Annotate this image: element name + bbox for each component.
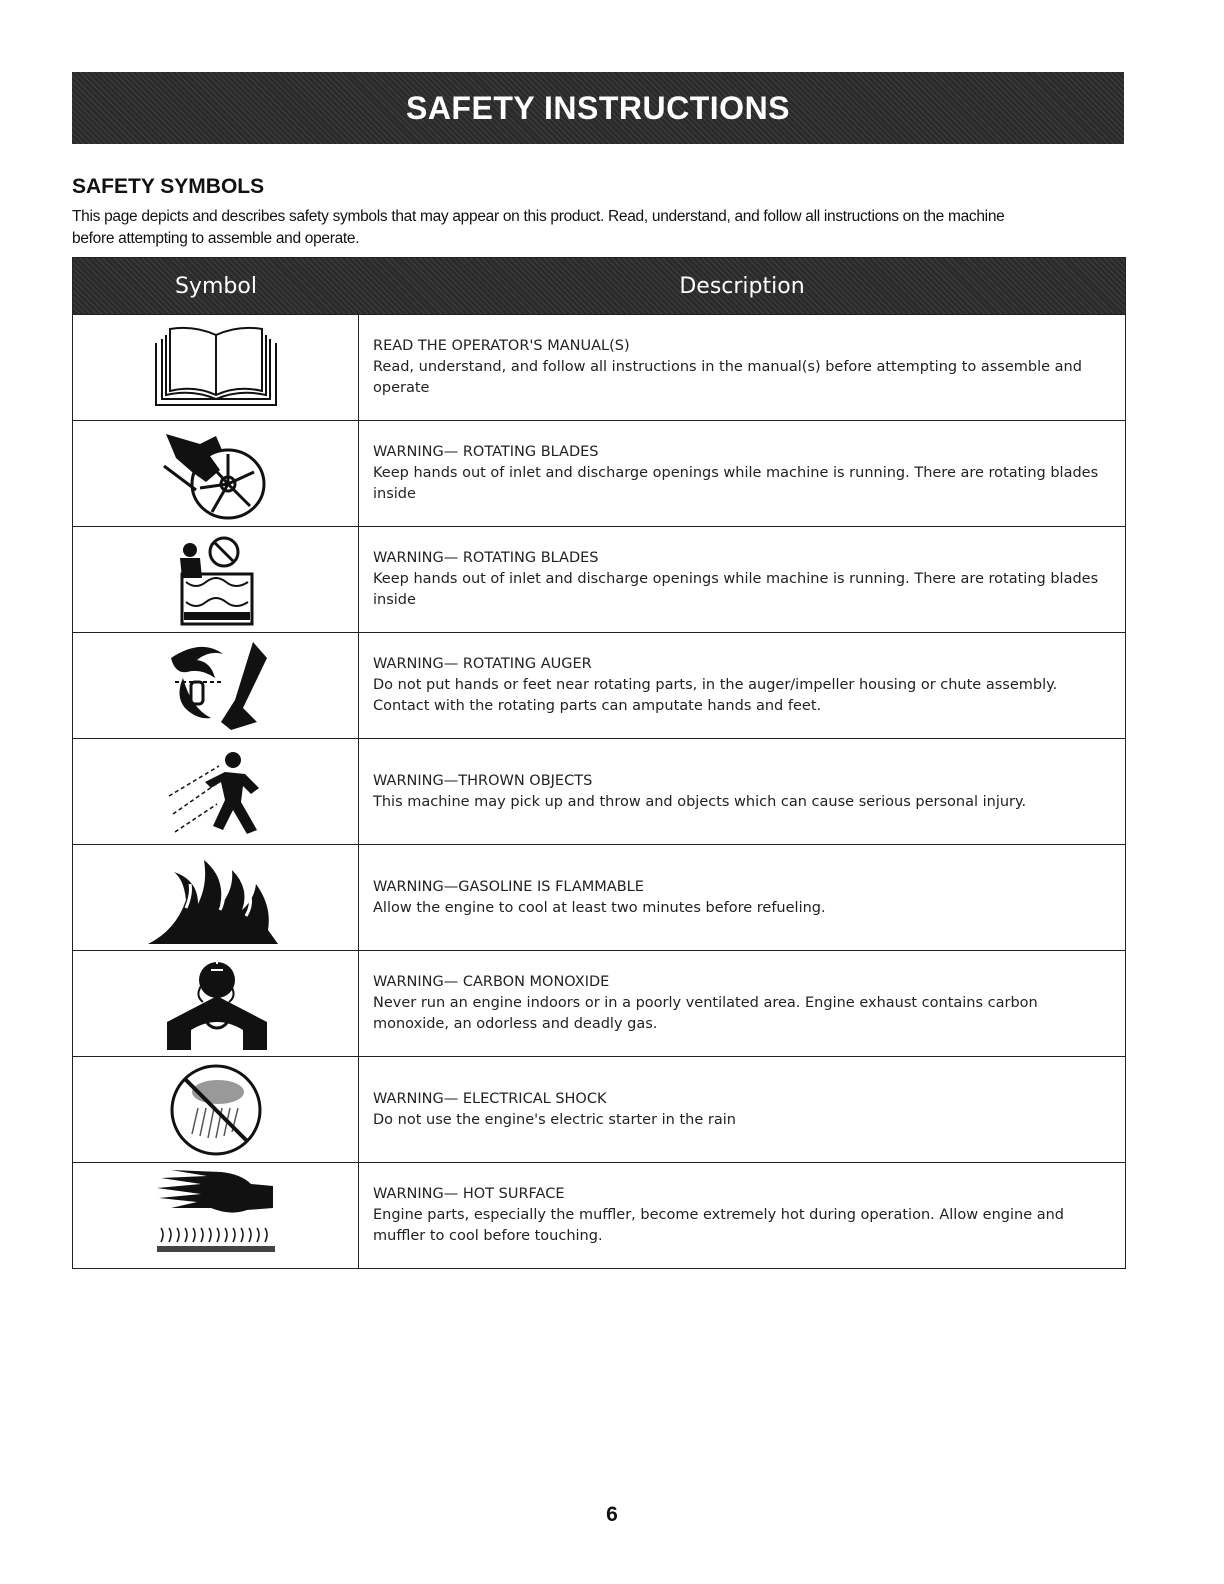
hand-in-rotating-blades-icon [156,426,276,522]
table-row [73,314,1125,420]
description-cell [359,951,1125,1056]
table-row [73,950,1125,1056]
description-cell [359,421,1125,526]
safety-symbols-table [72,257,1126,1269]
description-cell [359,739,1125,844]
warning-text: Do not put hands or feet near rotating parts, in the auger/impeller housing or chute assembly. Contact with the rotating parts can amputate hands and feet. [373,677,1058,714]
symbol-cell [73,1163,359,1268]
warning-title: WARNING— ROTATING BLADES [373,444,599,460]
warning-text: Do not use the engine's electric starter in the rain [373,1111,736,1128]
banner-title: SAFETY INSTRUCTIONS [405,89,791,126]
table-row [73,420,1125,526]
warning-title: WARNING—GASOLINE IS FLAMMABLE [373,878,644,895]
symbol-cell [73,739,359,844]
symbol-cell [73,421,359,526]
warning-text: This machine may pick up and throw and objects which can cause serious personal injury. [373,793,1027,810]
description-cell [359,315,1125,420]
intro-line-2: before attempting to assemble and operate. [72,230,360,247]
warning-title: WARNING— CARBON MONOXIDE [373,974,610,990]
table-row [73,632,1125,738]
warning-title: READ THE OPERATOR'S MANUAL(S) [373,338,630,354]
warning-text: Keep hands out of inlet and discharge openings while machine is running. There are rotating blades inside [373,465,1099,502]
intro-line-1: This page depicts and describes safety symbols that may appear on this product. Read, understand, and follow all instructions on the machine [72,208,1005,225]
warning-title: WARNING— ELECTRICAL SHOCK [373,1090,607,1107]
rotating-auger-hand-foot-icon [161,638,271,734]
description-cell [359,1163,1125,1268]
warning-text: Allow the engine to cool at least two minutes before refueling. [373,899,826,916]
table-row [73,526,1125,632]
table-row [73,738,1125,844]
hot-surface-icon [151,1168,281,1264]
description-cell [359,845,1125,950]
warning-title: WARNING—THROWN OBJECTS [373,772,593,789]
symbol-cell [73,1057,359,1162]
symbol-cell [73,951,359,1056]
description-cell [359,633,1125,738]
symbol-cell [73,845,359,950]
description-cell [359,1057,1125,1162]
section-title: SAFETY SYMBOLS [72,175,265,198]
warning-text: Keep hands out of inlet and discharge openings while machine is running. There are rotating blades inside [373,571,1099,608]
thrown-objects-icon [161,744,271,840]
warning-text: Read, understand, and follow all instructions in the manual(s) before attempting to assemble and operate [373,359,1082,396]
symbol-cell [73,633,359,738]
table-row [73,844,1125,950]
warning-title: WARNING— ROTATING BLADES [373,550,599,566]
table-row [73,1056,1125,1162]
no-rain-icon [166,1062,266,1158]
flame-icon [146,850,286,946]
warning-title: WARNING— ROTATING AUGER [373,656,592,672]
symbol-cell [73,527,359,632]
warning-title: WARNING— HOT SURFACE [373,1186,565,1202]
intro-text [72,206,1132,250]
header-symbol: Symbol [175,273,257,299]
person-near-impeller-icon [166,532,266,628]
table-row [73,1162,1125,1268]
page-number: 6 [606,1503,618,1526]
page-banner [72,72,1124,144]
warning-text: Never run an engine indoors or in a poorly ventilated area. Engine exhaust contains carbon monoxide, an odorless and deadly gas. [373,995,1038,1032]
open-book-icon [146,323,286,413]
table-header [73,258,1125,314]
description-cell [359,527,1125,632]
symbol-cell [73,315,359,420]
carbon-monoxide-icon [161,956,271,1052]
warning-text: Engine parts, especially the muffler, become extremely hot during operation. Allow engine and muffler to cool before touching. [373,1207,1065,1244]
header-description: Description [679,273,805,299]
